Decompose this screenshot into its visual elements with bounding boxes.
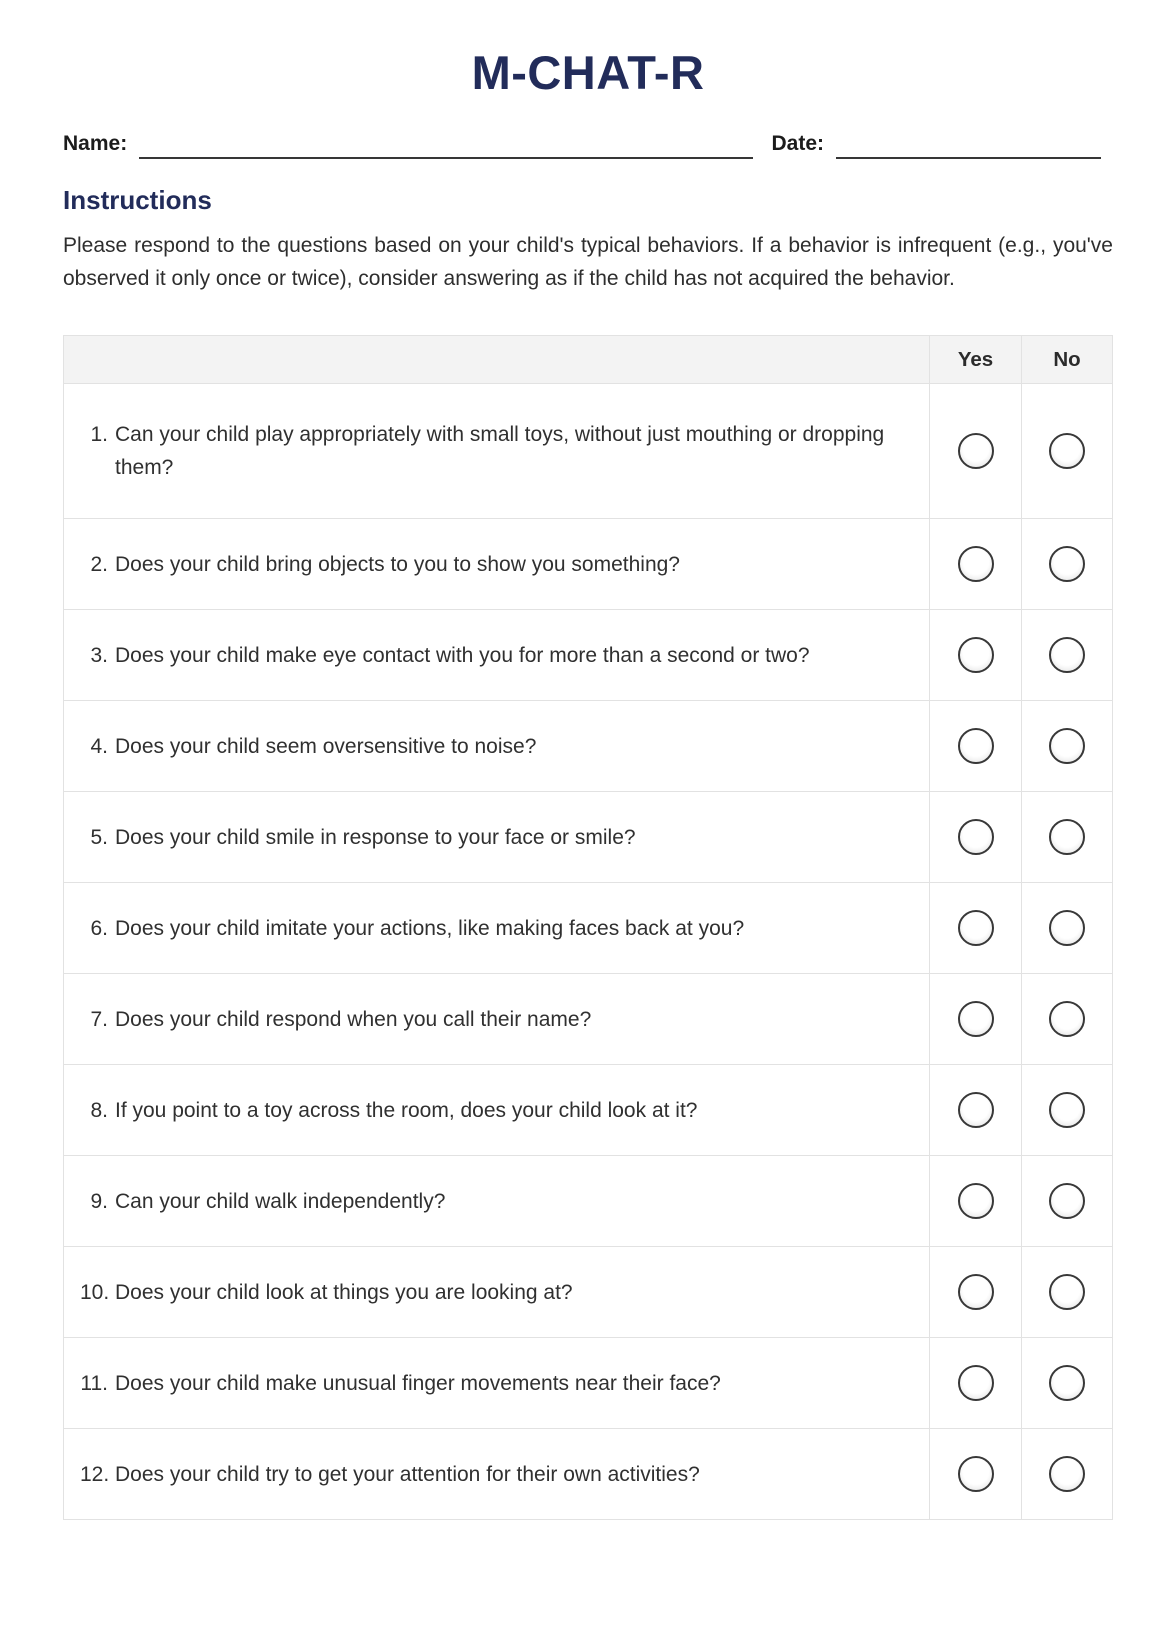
- question-number: 1.: [90, 423, 108, 446]
- yes-radio[interactable]: [958, 1365, 994, 1401]
- questions-table: [63, 335, 1113, 1520]
- yes-cell: [929, 883, 1021, 973]
- question-number: 12.: [80, 1462, 110, 1486]
- yes-radio[interactable]: [958, 1001, 994, 1037]
- no-radio[interactable]: [1049, 546, 1085, 582]
- question-text: Does your child respond when you call their name?: [115, 1007, 592, 1031]
- question-text: Does your child bring objects to you to show you something?: [115, 552, 680, 576]
- no-radio[interactable]: [1049, 1456, 1085, 1492]
- no-cell: [1021, 792, 1112, 882]
- question-number: 3.: [90, 643, 108, 667]
- yes-cell: [929, 1338, 1021, 1428]
- table-row: [64, 700, 1112, 791]
- question-number: 8.: [90, 1098, 108, 1122]
- question-text: Does your child make eye contact with you for more than a second or two?: [115, 643, 810, 667]
- no-cell: [1021, 1247, 1112, 1337]
- name-label: Name:: [63, 132, 128, 155]
- question-cell: [64, 519, 929, 609]
- question-text: If you point to a toy across the room, does your child look at it?: [115, 1098, 698, 1122]
- table-row: [64, 1428, 1112, 1519]
- yes-radio[interactable]: [958, 1092, 994, 1128]
- no-radio[interactable]: [1049, 1274, 1085, 1310]
- question-cell: [64, 1338, 929, 1428]
- no-cell: [1021, 1156, 1112, 1246]
- question-number: 4.: [90, 734, 108, 758]
- table-row: [64, 1246, 1112, 1337]
- instructions-text: Please respond to the questions based on your child's typical behaviors. If a behavior is infrequent (e.g., you've observed it only once or twice), consider answering as if the child has not acquired the behavior.: [63, 234, 1113, 290]
- question-text: Can your child play appropriately with small toys, without just mouthing or dropping them?: [115, 423, 885, 479]
- table-row: [64, 383, 1112, 518]
- question-text: Does your child seem oversensitive to noise?: [115, 734, 537, 758]
- yes-radio[interactable]: [958, 910, 994, 946]
- question-text: Does your child imitate your actions, like making faces back at you?: [115, 916, 745, 940]
- yes-radio[interactable]: [958, 728, 994, 764]
- yes-cell: [929, 384, 1021, 518]
- yes-radio[interactable]: [958, 1456, 994, 1492]
- yes-radio[interactable]: [958, 546, 994, 582]
- question-cell: [64, 701, 929, 791]
- question-cell: [64, 610, 929, 700]
- no-radio[interactable]: [1049, 819, 1085, 855]
- question-cell: [64, 1065, 929, 1155]
- yes-radio[interactable]: [958, 637, 994, 673]
- question-cell: [64, 1429, 929, 1519]
- date-label: Date:: [771, 132, 824, 155]
- name-input-line[interactable]: [139, 135, 753, 159]
- instructions-heading: Instructions: [63, 185, 212, 215]
- question-text: Does your child make unusual finger movements near their face?: [115, 1371, 721, 1395]
- question-text: Does your child try to get your attention for their own activities?: [115, 1462, 700, 1486]
- date-input-line[interactable]: [836, 135, 1101, 159]
- no-cell: [1021, 701, 1112, 791]
- yes-cell: [929, 701, 1021, 791]
- table-row: [64, 1337, 1112, 1428]
- no-radio[interactable]: [1049, 910, 1085, 946]
- yes-cell: [929, 792, 1021, 882]
- no-radio[interactable]: [1049, 1001, 1085, 1037]
- yes-cell: [929, 1065, 1021, 1155]
- yes-column-header: Yes: [929, 336, 1021, 383]
- no-cell: [1021, 974, 1112, 1064]
- yes-cell: [929, 1247, 1021, 1337]
- name-date-row: [63, 132, 1113, 159]
- yes-radio[interactable]: [958, 1274, 994, 1310]
- question-number: 11.: [80, 1371, 108, 1395]
- no-cell: [1021, 1338, 1112, 1428]
- yes-cell: [929, 974, 1021, 1064]
- no-cell: [1021, 1065, 1112, 1155]
- table-header-row: [64, 336, 1112, 383]
- question-number: 7.: [90, 1007, 108, 1031]
- table-row: [64, 609, 1112, 700]
- no-cell: [1021, 610, 1112, 700]
- no-radio[interactable]: [1049, 1092, 1085, 1128]
- question-cell: [64, 1156, 929, 1246]
- no-radio[interactable]: [1049, 728, 1085, 764]
- no-column-header: No: [1021, 336, 1112, 383]
- question-text: Does your child smile in response to your face or smile?: [115, 825, 636, 849]
- table-row: [64, 882, 1112, 973]
- table-row: [64, 973, 1112, 1064]
- no-cell: [1021, 883, 1112, 973]
- yes-radio[interactable]: [958, 819, 994, 855]
- table-row: [64, 1064, 1112, 1155]
- question-cell: [64, 384, 929, 518]
- question-number: 9.: [90, 1189, 108, 1213]
- question-number: 5.: [90, 825, 108, 849]
- yes-radio[interactable]: [958, 433, 994, 469]
- yes-radio[interactable]: [958, 1183, 994, 1219]
- question-text: Does your child look at things you are looking at?: [115, 1280, 573, 1304]
- question-cell: [64, 974, 929, 1064]
- page-title: M-CHAT-R: [471, 46, 705, 99]
- no-radio[interactable]: [1049, 1365, 1085, 1401]
- no-cell: [1021, 1429, 1112, 1519]
- table-row: [64, 518, 1112, 609]
- no-radio[interactable]: [1049, 637, 1085, 673]
- question-number: 6.: [90, 916, 108, 940]
- yes-cell: [929, 1156, 1021, 1246]
- yes-cell: [929, 1429, 1021, 1519]
- question-cell: [64, 792, 929, 882]
- question-cell: [64, 1247, 929, 1337]
- no-cell: [1021, 384, 1112, 518]
- question-number: 2.: [90, 552, 108, 576]
- no-radio[interactable]: [1049, 1183, 1085, 1219]
- question-number: 10.: [80, 1280, 110, 1304]
- question-column-header: [64, 336, 929, 383]
- table-row: [64, 791, 1112, 882]
- no-cell: [1021, 519, 1112, 609]
- yes-cell: [929, 519, 1021, 609]
- table-row: [64, 1155, 1112, 1246]
- question-text: Can your child walk independently?: [115, 1189, 446, 1213]
- question-cell: [64, 883, 929, 973]
- no-radio[interactable]: [1049, 433, 1085, 469]
- yes-cell: [929, 610, 1021, 700]
